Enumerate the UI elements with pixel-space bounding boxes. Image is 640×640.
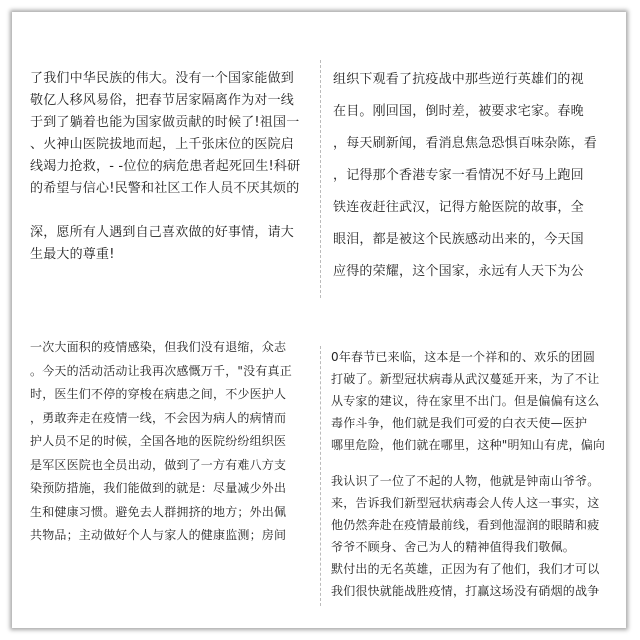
text-line: 是军区医院也全员出动，做到了一方有难八方支	[30, 457, 287, 472]
text-line: 。今天的活动活动让我再次感慨万千，"没有真正	[30, 363, 292, 378]
text-line: 染预防措施，我们能做到的就是：尽量减少外出	[30, 481, 287, 495]
panel-bottom-right	[320, 346, 619, 606]
text-line: 应得的荣耀，这个国家，永远有人天下为公	[333, 264, 584, 279]
text-line: 一次大面积的疫情感染，但我们没有退缩，众志	[30, 340, 287, 354]
text-line: 时，医生们不停的穿梭在病患之间，不少医护人	[30, 387, 287, 401]
panel-top-right	[320, 60, 619, 298]
text-line: 默付出的无名英雄，正因为有了他们，我们才可以	[331, 562, 600, 576]
text-line: 在目。刚回国，倒时差，被要求宅家。春晚	[333, 104, 584, 119]
text-line: 的希望与信心!民警和社区工作人员不厌其烦的	[30, 181, 300, 196]
text-line: 了我们中华民族的伟大。没有一个国家能做到	[30, 71, 295, 86]
text-line: 生和健康习惯。避免去人群拥挤的地方；外出佩	[30, 504, 287, 519]
text-line: 生最大的尊重!	[30, 247, 115, 262]
text-line: 、火神山医院拔地而起，上千张床位的医院启	[30, 137, 295, 152]
text-line: ，每天刷新闻，看消息焦急恐惧百味杂陈，看	[333, 136, 598, 151]
text-line: 线竭力抢救，- -位位的病危患者起死回生!科研	[30, 159, 301, 174]
text-line: 深，愿所有人遇到自己喜欢做的好事情，请大	[30, 225, 295, 240]
text-line: 从专家的建议，待在家里不出门。但是偏偏有这么	[331, 394, 600, 408]
text-line: 他仍然奔赴在疫情最前线，看到他湿润的眼睛和疲	[331, 518, 600, 532]
text-line: 爷爷不顾身、舍己为人的精神值得我们敬佩。	[331, 540, 576, 554]
text-line: 铁连夜赶往武汉，记得方舱医院的故事，全	[333, 200, 584, 215]
text-line: 共物品；主动做好个人与家人的健康监测；房间	[30, 528, 287, 542]
text-line: 我们很快就能战胜疫情，打赢这场没有硝烟的战争	[331, 584, 600, 598]
text-line: 敬亿人移风易俗，把春节居家隔离作为对一线	[30, 93, 295, 108]
text-line: 来，告诉我们新型冠状病毒会人传人这一事实，这	[331, 496, 600, 510]
collage-frame	[12, 12, 626, 628]
panel-top-left	[30, 68, 326, 290]
text-line: 我认识了一位了不起的人物，他就是钟南山爷爷。	[331, 474, 600, 488]
text-line: 哪里危险，他们就在哪里，这种"明知山有虎，偏向	[331, 438, 606, 452]
text-line: 打破了。新型冠状病毒从武汉蔓延开来，为了不让	[331, 372, 600, 386]
panel-bottom-left	[30, 334, 320, 548]
text-line: 护人员不足的时候，全国各地的医院纷纷组织医	[30, 434, 287, 448]
text-line: 眼泪，都是被这个民族感动出来的，今天国	[333, 232, 584, 247]
text-line: 组织下观看了抗疫战中那些逆行英雄们的视	[333, 72, 584, 87]
text-line: 毒作斗争，他们就是我们可爱的白衣天使—医护	[331, 416, 588, 430]
text-line: ，勇敢奔走在疫情一线，不会因为病人的病情而	[30, 410, 287, 425]
text-line: 0年春节已来临，这本是一个祥和的、欢乐的团圆	[331, 350, 596, 364]
text-line: ，记得那个香港专家一看情况不好马上跑回	[333, 168, 584, 183]
text-line: 于到了躺着也能为国家做贡献的时候了!祖国一	[30, 115, 300, 130]
